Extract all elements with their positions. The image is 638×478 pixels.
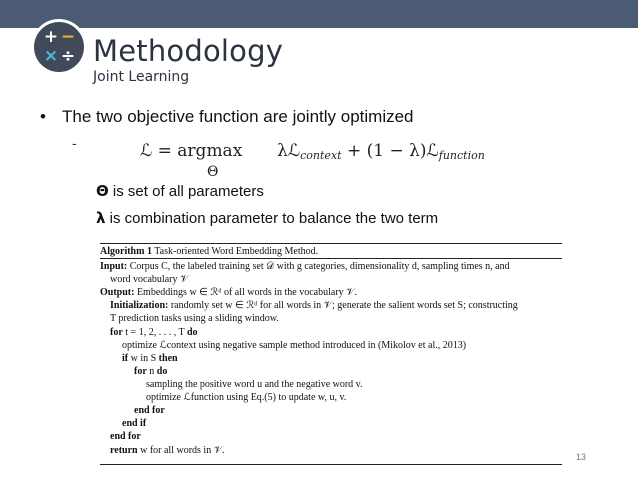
algorithm-line: Output: Embeddings w ∈ ℛᵈ of all words in the vocabulary 𝒱. <box>100 287 357 298</box>
algorithm-line: Initialization: randomly set w ∈ ℛᵈ for all words in 𝒱; generate the salient words set S; constructing <box>110 300 518 311</box>
page-number: 13 <box>576 452 587 462</box>
algorithm-line: T prediction tasks using a sliding window. <box>110 313 279 324</box>
algorithm-caption-text: Task-oriented Word Embedding Method. <box>151 246 319 257</box>
sub-bullet-dash: - <box>72 135 77 151</box>
formula-argmax-subscript: Θ <box>207 164 219 180</box>
algorithm-line: for t = 1, 2, . . . , T do <box>110 327 198 338</box>
algorithm-box <box>100 243 562 465</box>
note-text: is set of all parameters <box>108 183 264 200</box>
algorithm-caption-label: Algorithm 1 <box>100 246 152 257</box>
formula-sub-context: context <box>300 149 342 162</box>
slide-subtitle: Joint Learning <box>93 69 190 85</box>
algorithm-line: end for <box>134 405 165 416</box>
bullet-point <box>40 107 414 127</box>
algorithm-line: if w in S then <box>122 353 178 364</box>
algorithm-line: for n do <box>134 366 168 377</box>
algorithm-top-rule <box>100 243 562 244</box>
algorithm-caption <box>100 246 318 258</box>
note-text: is combination parameter to balance the two term <box>105 210 439 227</box>
algorithm-bottom-rule <box>100 464 562 465</box>
formula-term-1: λℒ <box>277 141 301 161</box>
note-symbol: λ <box>96 209 106 227</box>
algorithm-line: Input: Corpus C, the labeled training set 𝒟 with g categories, dimensionality d, sampling times n, and <box>100 261 510 272</box>
top-bar <box>0 0 638 28</box>
formula-term-2: + (1 − λ)ℒ <box>341 141 439 161</box>
algorithm-line: word vocabulary 𝒱 <box>110 274 189 285</box>
divide-icon: ÷ <box>60 46 76 66</box>
formula-lhs: ℒ = argmax <box>140 141 243 161</box>
minus-icon: − <box>60 27 76 47</box>
multiply-icon: × <box>43 46 59 66</box>
bullet-symbol: • <box>40 107 46 126</box>
algorithm-line: end for <box>110 431 141 442</box>
algorithm-line: sampling the positive word u and the negative word v. <box>146 379 363 390</box>
bullet-text: The two objective function are jointly optimized <box>62 107 414 126</box>
algorithm-line: optimize ℒcontext using negative sample method introduced in (Mikolov et al., 2013) <box>122 340 467 351</box>
algorithm-line: return w for all words in 𝒱. <box>110 445 225 456</box>
algorithm-header-rule <box>100 258 562 259</box>
note-lambda <box>96 209 438 227</box>
slide-title: Methodology <box>93 34 284 68</box>
algorithm-line: end if <box>122 418 147 429</box>
formula-sub-function: function <box>438 149 485 162</box>
plus-icon: + <box>43 27 59 47</box>
note-theta <box>96 182 264 200</box>
note-symbol: Θ <box>96 182 109 200</box>
objective-formula <box>140 141 485 162</box>
algorithm-line: optimize ℒfunction using Eq.(5) to update w, u, v. <box>146 392 347 403</box>
calculator-logo-icon <box>34 22 84 72</box>
